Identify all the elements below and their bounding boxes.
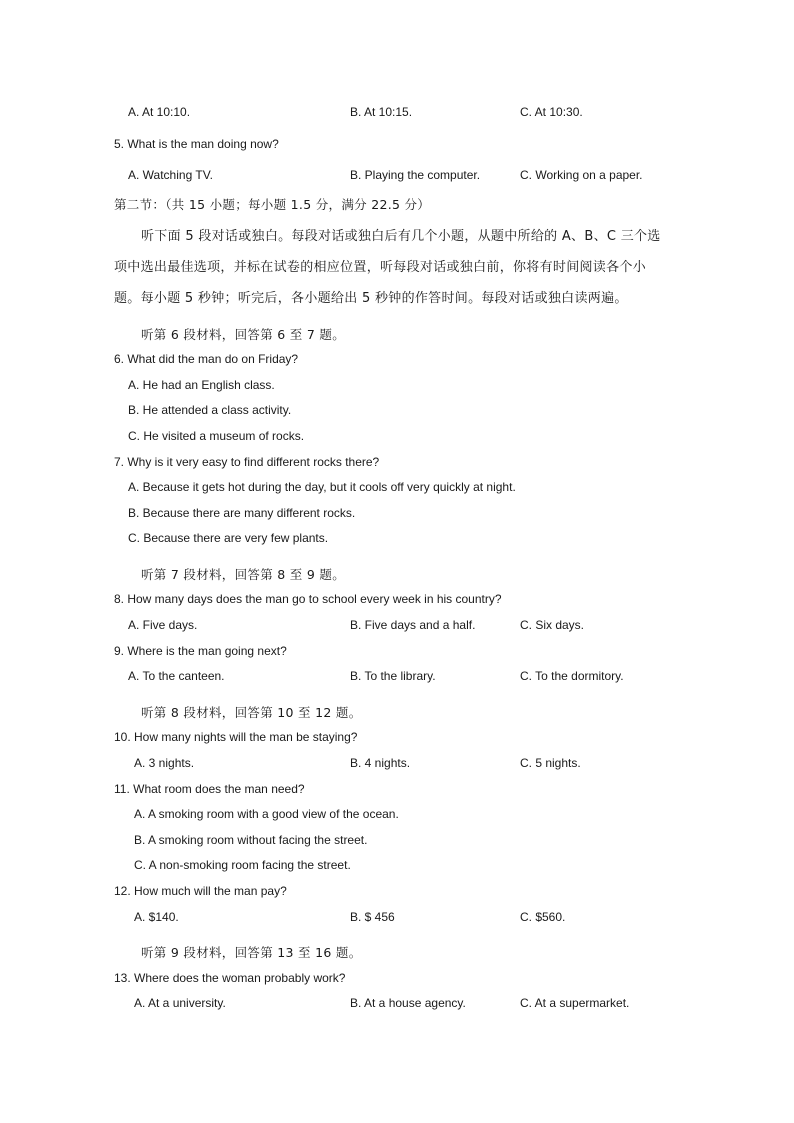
q9-option-c: C. To the dormitory. [520,669,624,683]
q4-option-b: B. At 10:15. [350,105,413,119]
section2-instructions-line3: 题。每小题 5 秒钟；听完后，各小题给出 5 秒钟的作答时间。每段对话或独白读两遍。 [114,291,628,306]
q11-option-c: C. A non-smoking room facing the street. [134,858,351,872]
q10-option-c: C. 5 nights. [520,756,581,770]
q6-option-a: A. He had an English class. [128,378,275,392]
q9-option-a: A. To the canteen. [128,669,225,683]
group7-heading: 听第 7 段材料，回答第 8 至 9 题。 [141,567,345,582]
section2-title: 第二节：（共 15 小题；每小题 1.5 分，满分 22.5 分） [114,197,431,212]
q11-option-a: A. A smoking room with a good view of the ocean. [134,807,399,821]
q9-option-b: B. To the library. [350,669,436,683]
q12-option-a: A. $140. [134,910,179,924]
q4-option-c: C. At 10:30. [520,105,583,119]
q7-option-a: A. Because it gets hot during the day, but it cools off very quickly at night. [128,480,516,494]
q7-option-c: C. Because there are very few plants. [128,531,329,545]
q8-question: 8. How many days does the man go to school every week in his country? [114,592,502,606]
section2-instructions-line2: 项中选出最佳选项，并标在试卷的相应位置，听每段对话或独白前，你将有时间阅读各个小 [114,260,647,275]
q13-option-c: C. At a supermarket. [520,996,630,1010]
group6-heading: 听第 6 段材料，回答第 6 至 7 题。 [141,327,345,342]
group9-heading: 听第 9 段材料，回答第 13 至 16 题。 [141,945,362,960]
q10-option-a: A. 3 nights. [134,756,195,770]
q8-option-b: B. Five days and a half. [350,618,476,632]
group8-heading: 听第 8 段材料，回答第 10 至 12 题。 [141,705,362,720]
q11-question: 11. What room does the man need? [114,782,305,796]
q8-option-c: C. Six days. [520,618,585,632]
q5-option-b: B. Playing the computer. [350,168,481,182]
q11-option-b: B. A smoking room without facing the street. [134,833,368,847]
q12-option-b: B. $ 456 [350,910,395,924]
q8-option-a: A. Five days. [128,618,198,632]
q13-option-a: A. At a university. [134,996,226,1010]
q7-question: 7. Why is it very easy to find different rocks there? [114,455,380,469]
section2-instructions-line1: 听下面 5 段对话或独白。每段对话或独白后有几个小题，从题中所给的 A、B、C 三个选 [141,229,661,244]
q6-question: 6. What did the man do on Friday? [114,352,299,366]
q5-option-a: A. Watching TV. [128,168,213,182]
q13-option-b: B. At a house agency. [350,996,466,1010]
q6-option-c: C. He visited a museum of rocks. [128,429,305,443]
q7-option-b: B. Because there are many different rocks. [128,506,356,520]
q5-question: 5. What is the man doing now? [114,137,279,151]
q10-question: 10. How many nights will the man be staying? [114,730,358,744]
q13-question: 13. Where does the woman probably work? [114,971,346,985]
q10-option-b: B. 4 nights. [350,756,411,770]
q12-question: 12. How much will the man pay? [114,884,287,898]
q6-option-b: B. He attended a class activity. [128,403,292,417]
q12-option-c: C. $560. [520,910,566,924]
q4-option-a: A. At 10:10. [128,105,191,119]
q5-option-c: C. Working on a paper. [520,168,643,182]
q9-question: 9. Where is the man going next? [114,644,287,658]
